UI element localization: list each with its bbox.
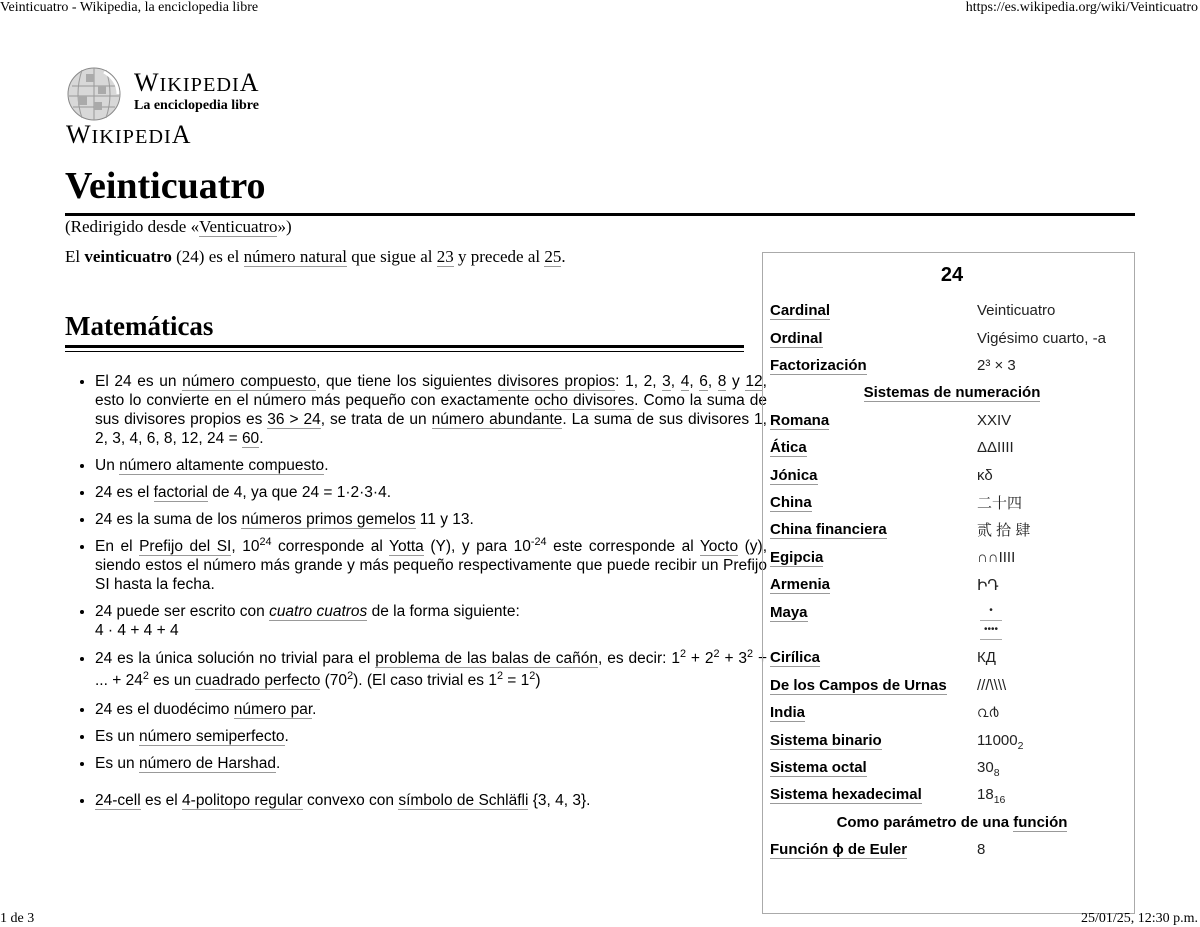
link-china[interactable]: China bbox=[770, 493, 812, 511]
link-divisores-propios[interactable]: divisores propios bbox=[497, 373, 616, 390]
print-footer-datetime: 25/01/25, 12:30 p.m. bbox=[1080, 911, 1198, 926]
link-problema-balas-canon[interactable]: problema de las balas de cañón bbox=[375, 650, 599, 667]
list-item: • Un número altamente compuesto. bbox=[95, 456, 767, 475]
infobox-row-armenia: Armenia ԻԴ bbox=[770, 576, 999, 594]
link-factorizacion[interactable]: Factorización bbox=[770, 356, 867, 374]
link-numero-semiperfecto[interactable]: número semiperfecto bbox=[138, 728, 285, 745]
link-8[interactable]: 8 bbox=[717, 373, 727, 390]
infobox-caption: 24 bbox=[940, 263, 964, 286]
link-numero-compuesto[interactable]: número compuesto bbox=[182, 373, 317, 390]
math-facts-list bbox=[72, 372, 767, 818]
link-ordinal[interactable]: Ordinal bbox=[770, 329, 823, 347]
link-36-mayor-24[interactable]: 36 > 24 bbox=[267, 411, 321, 428]
list-item: • 24 es el duodécimo número par. bbox=[95, 700, 767, 719]
infobox-row-china: China 二十四 bbox=[770, 493, 1023, 512]
link-numero-par[interactable]: número par bbox=[233, 701, 313, 718]
section-divider bbox=[65, 345, 744, 348]
infobox-row-china-financiera: China financiera 贰 拾 肆 bbox=[770, 521, 1031, 540]
infobox-row-jonica: Jónica κδ bbox=[770, 466, 993, 484]
redirect-note: (Redirigido desde «Venticuatro») bbox=[65, 217, 292, 236]
link-china-financiera[interactable]: China financiera bbox=[770, 521, 887, 539]
link-atica[interactable]: Ática bbox=[770, 439, 807, 457]
infobox-row-egipcia: Egipcia ∩∩IIII bbox=[770, 548, 1016, 566]
infobox-row-cardinal: Cardinal Veinticuatro bbox=[770, 302, 1056, 320]
infobox bbox=[762, 252, 1135, 914]
infobox-row-binario: Sistema binario $11000_2$ bbox=[770, 731, 1024, 752]
link-24-cell[interactable]: 24-cell bbox=[95, 792, 141, 809]
print-footer-page-count: 1 de 3 bbox=[0, 911, 35, 926]
intro-paragraph: El veinticuatro (24) es el número natural que sigue al 23 y precede al 25. bbox=[65, 247, 566, 266]
link-india[interactable]: India bbox=[770, 704, 806, 722]
section-divider-thin bbox=[65, 351, 744, 352]
infobox-row-maya bbox=[763, 598, 1134, 644]
link-4-politopo-regular[interactable]: 4-politopo regular bbox=[182, 792, 303, 809]
section-heading-matematicas: Matemáticas bbox=[65, 311, 214, 341]
link-prefijo-del-si[interactable]: Prefijo del SI bbox=[139, 538, 232, 555]
wikipedia-globe-icon[interactable] bbox=[64, 66, 124, 122]
link-numero-natural[interactable]: número natural bbox=[243, 247, 348, 266]
print-header-title: Veinticuatro - Wikipedia, la enciclopedia libre bbox=[0, 0, 259, 15]
link-cardinal[interactable]: Cardinal bbox=[770, 302, 831, 320]
list-item: • En el Prefijo del SI, $10^{24}$ corresponde al Yotta (Y), y para $10^{-24}$ este corresponde al Yocto (y), siendo estos el número más grande y más pequeño respectivamente que puede recibir un Prefijo SI hasta la fecha. bbox=[95, 537, 767, 594]
link-armenia[interactable]: Armenia bbox=[770, 576, 831, 594]
logo-tagline: La enciclopedia libre bbox=[134, 98, 259, 113]
link-yocto[interactable]: Yocto bbox=[699, 538, 739, 555]
list-item: • El 24 es un número compuesto, que tiene los siguientes divisores propios: 1, 2, 3, 4, 6, 8 y 12, esto lo convierte en el número más pequeño con exactamente ocho divisores. Como la suma de sus divisores propios es 36 > 24, se trata de un número abundante. La suma de sus divisores 1, 2, 3, 4, 6, 8, 12, 24 = 60. bbox=[95, 372, 767, 448]
link-6[interactable]: 6 bbox=[699, 373, 708, 390]
link-23[interactable]: 23 bbox=[436, 247, 454, 266]
link-60[interactable]: 60 bbox=[241, 430, 260, 447]
link-egipcia[interactable]: Egipcia bbox=[770, 548, 824, 566]
infobox-table bbox=[763, 253, 1134, 863]
wordmark-text: WIKIPEDIA bbox=[66, 120, 192, 149]
redirect-link[interactable]: Venticuatro bbox=[199, 217, 278, 236]
link-numero-de-harshad[interactable]: número de Harshad bbox=[138, 755, 276, 772]
list-item: • 24 es el factorial de 4, ya que 24 = 1·2·3·4. bbox=[95, 483, 767, 502]
link-cuadrado-perfecto[interactable]: cuadrado perfecto bbox=[195, 672, 321, 689]
link-funcion[interactable]: función bbox=[1013, 813, 1068, 831]
link-4[interactable]: 4 bbox=[680, 373, 690, 390]
link-maya[interactable]: Maya bbox=[770, 604, 808, 622]
list-item: • 24 es la suma de los números primos gemelos 11 y 13. bbox=[95, 510, 767, 529]
infobox-row-romana: Romana XXIV bbox=[770, 411, 1012, 429]
infobox-row-euler: Función ϕ de Euler 8 bbox=[770, 841, 986, 859]
infobox-row-factorizacion: Factorización 2³ × 3 bbox=[770, 356, 1016, 374]
link-factorial[interactable]: factorial bbox=[153, 484, 208, 501]
link-numeros-primos-gemelos[interactable]: números primos gemelos bbox=[241, 511, 416, 528]
infobox-row-cirilica: Cirílica КД bbox=[770, 649, 996, 667]
infobox-section-funcion: Como parámetro de una función bbox=[836, 813, 1068, 831]
link-sistemas-de-numeracion[interactable]: Sistemas de numeración bbox=[863, 384, 1041, 402]
infobox-row-octal: Sistema octal $30_8$ bbox=[770, 759, 1000, 780]
link-campos-de-urnas[interactable]: De los Campos de Urnas bbox=[770, 676, 947, 694]
infobox-row-ordinal: Ordinal Vigésimo cuarto, -a bbox=[770, 329, 1106, 347]
expression: 4 · 4 + 4 + 4 bbox=[95, 622, 179, 639]
link-jonica[interactable]: Jónica bbox=[770, 466, 818, 484]
title-divider bbox=[65, 213, 1135, 216]
print-header-url: https://es.wikipedia.org/wiki/Veinticuatro bbox=[965, 0, 1198, 15]
list-item: • Es un número semiperfecto. bbox=[95, 727, 767, 746]
link-funcion-euler[interactable]: Función ϕ de Euler bbox=[770, 841, 908, 859]
link-sistema-octal[interactable]: Sistema octal bbox=[770, 759, 867, 777]
link-cirilica[interactable]: Cirílica bbox=[770, 649, 821, 667]
link-numero-abundante[interactable]: número abundante bbox=[431, 411, 563, 428]
link-yotta[interactable]: Yotta bbox=[389, 538, 424, 555]
page-title: Veinticuatro bbox=[65, 165, 266, 207]
link-sistema-hexadecimal[interactable]: Sistema hexadecimal bbox=[770, 786, 922, 804]
link-ocho-divisores[interactable]: ocho divisores bbox=[534, 392, 635, 409]
infobox-row-atica: Ática ΔΔIIII bbox=[770, 439, 1014, 457]
infobox-row-hexadecimal: Sistema hexadecimal $18_{16}$ bbox=[770, 786, 1006, 807]
link-3[interactable]: 3 bbox=[662, 373, 671, 390]
link-sistema-binario[interactable]: Sistema binario bbox=[770, 731, 882, 749]
infobox-row-india: India ൨൪ bbox=[770, 704, 999, 722]
link-simbolo-de-schlafli[interactable]: símbolo de Schläfli bbox=[398, 792, 529, 809]
logo-wordmark[interactable]: WIKIPEDIA La enciclopedia libre bbox=[134, 68, 260, 113]
list-item: • 24-cell es el 4-politopo regular convexo con símbolo de Schläfli {3, 4, 3}. bbox=[95, 791, 767, 810]
link-numero-altamente-compuesto[interactable]: número altamente compuesto bbox=[119, 457, 325, 474]
link-25[interactable]: 25 bbox=[544, 247, 562, 266]
link-cuatro-cuatros[interactable]: cuatro cuatros bbox=[269, 603, 368, 620]
list-item: • 24 es la única solución no trivial para el problema de las balas de cañón, es decir: $1^2 + 2^2 + 3^2$ + ... + $24^2$ es un cuadrado perfecto $(70^2)$. (El caso trivial es $1^2 = 1^2$) bbox=[95, 648, 767, 692]
link-12[interactable]: 12 bbox=[745, 373, 763, 390]
maya-numeral-icon: • •••• bbox=[970, 598, 1134, 644]
list-item: • Es un número de Harshad. bbox=[95, 754, 767, 773]
link-romana[interactable]: Romana bbox=[770, 411, 830, 429]
infobox-row-urnas: De los Campos de Urnas ///\\\\ bbox=[770, 676, 1007, 694]
list-item: • 24 puede ser escrito con cuatro cuatros de la forma siguiente: 4 · 4 + 4 + 4 bbox=[95, 602, 767, 640]
